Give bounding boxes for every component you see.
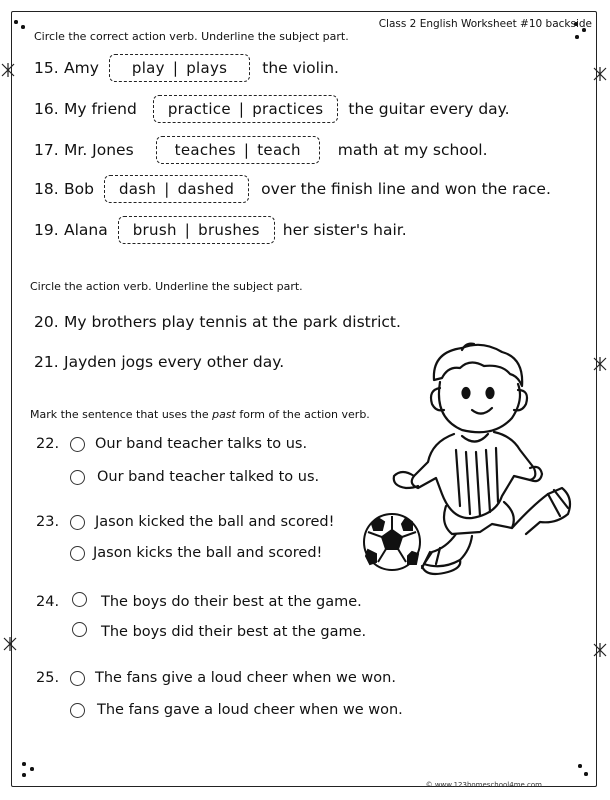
question-22-option-b	[70, 469, 319, 485]
question-number: 22.	[36, 436, 60, 452]
question-number: 25.	[36, 670, 60, 686]
question-24	[36, 594, 362, 610]
sentence-rest: math at my school.	[337, 141, 488, 159]
verb-choice-box[interactable]	[118, 216, 275, 244]
question-number: 19.	[34, 221, 59, 239]
question-17	[34, 136, 488, 164]
question-20	[34, 313, 401, 331]
option-b-text: Jason kicks the ball and scored!	[93, 545, 323, 561]
question-number: 17.	[34, 141, 59, 159]
instruction-emphasis: past	[212, 408, 236, 421]
question-25-option-b	[70, 702, 403, 718]
verb-option[interactable]: teaches	[174, 141, 236, 159]
section3-instruction	[30, 408, 370, 421]
star-icon	[592, 66, 608, 82]
option-a-text: The fans give a loud cheer when we won.	[95, 670, 396, 686]
question-19	[34, 216, 407, 244]
verb-option[interactable]: brush	[132, 221, 177, 239]
sentence-rest: the violin.	[262, 59, 339, 77]
radio-option-a[interactable]	[70, 437, 85, 452]
sentence-rest: the guitar every day.	[348, 100, 510, 118]
star-icon	[592, 642, 608, 658]
question-number: 24.	[36, 594, 60, 610]
option-b-text: The boys did their best at the game.	[101, 624, 367, 640]
option-b-text: Our band teacher talked to us.	[97, 469, 320, 485]
question-number: 18.	[34, 180, 59, 198]
divider: |	[243, 141, 250, 159]
question-18	[34, 175, 551, 203]
question-21	[34, 353, 284, 371]
instruction-text: form of the action verb.	[235, 408, 370, 421]
verb-choice-box[interactable]	[104, 175, 249, 203]
radio-option-b[interactable]	[70, 703, 85, 718]
question-15	[34, 54, 339, 82]
verb-choice-box[interactable]	[153, 95, 339, 123]
question-16	[34, 95, 510, 123]
divider: |	[172, 59, 179, 77]
question-22	[36, 436, 307, 452]
verb-option[interactable]: teach	[257, 141, 301, 159]
instruction-text: Mark the sentence that uses the	[30, 408, 213, 421]
question-25	[36, 670, 396, 686]
radio-option-b[interactable]	[72, 622, 87, 637]
option-a-text: Our band teacher talks to us.	[95, 436, 308, 452]
divider: |	[164, 180, 170, 198]
option-a-text: The boys do their best at the game.	[101, 594, 362, 610]
verb-option[interactable]: dashed	[177, 180, 235, 198]
sentence-rest: over the finish line and won the race.	[261, 180, 551, 198]
question-23-option-b	[70, 545, 322, 561]
subject: Mr. Jones	[64, 141, 134, 159]
question-23	[36, 514, 334, 530]
section2-instruction: Circle the action verb. Underline the subject part.	[30, 280, 303, 293]
radio-option-a[interactable]	[72, 592, 87, 607]
star-icon	[0, 62, 16, 78]
question-number: 21.	[34, 353, 59, 371]
question-24-option-b	[72, 624, 366, 640]
subject: Bob	[64, 180, 94, 198]
star-icon	[592, 356, 608, 372]
question-number: 23.	[36, 514, 60, 530]
verb-choice-box[interactable]	[156, 136, 320, 164]
subject: My friend	[64, 100, 137, 118]
divider: |	[184, 221, 191, 239]
divider: |	[238, 100, 245, 118]
verb-option[interactable]: practices	[252, 100, 324, 118]
radio-option-b[interactable]	[70, 470, 85, 485]
subject: Alana	[64, 221, 108, 239]
question-number: 20.	[34, 313, 59, 331]
sentence-rest: her sister's hair.	[282, 221, 407, 239]
radio-option-a[interactable]	[70, 671, 85, 686]
verb-option[interactable]: brushes	[198, 221, 260, 239]
footer-credit: © www.123homeschool4me.com	[425, 781, 542, 789]
star-icon	[2, 636, 18, 652]
question-number: 15.	[34, 59, 59, 77]
sentence: My brothers play tennis at the park district.	[64, 313, 401, 331]
verb-option[interactable]: play	[131, 59, 165, 77]
option-b-text: The fans gave a loud cheer when we won.	[97, 702, 403, 718]
verb-option[interactable]: plays	[186, 59, 228, 77]
worksheet-title: Class 2 English Worksheet #10 backside	[378, 18, 592, 30]
verb-choice-box[interactable]	[109, 54, 250, 82]
soccer-player-illustration	[362, 338, 582, 578]
sentence: Jayden jogs every other day.	[64, 353, 285, 371]
verb-option[interactable]: dash	[118, 180, 157, 198]
option-a-text: Jason kicked the ball and scored!	[95, 514, 335, 530]
question-number: 16.	[34, 100, 59, 118]
section1-instruction: Circle the correct action verb. Underline the subject part.	[34, 30, 349, 43]
radio-option-b[interactable]	[70, 546, 85, 561]
subject: Amy	[64, 59, 99, 77]
verb-option[interactable]: practice	[167, 100, 231, 118]
radio-option-a[interactable]	[70, 515, 85, 530]
